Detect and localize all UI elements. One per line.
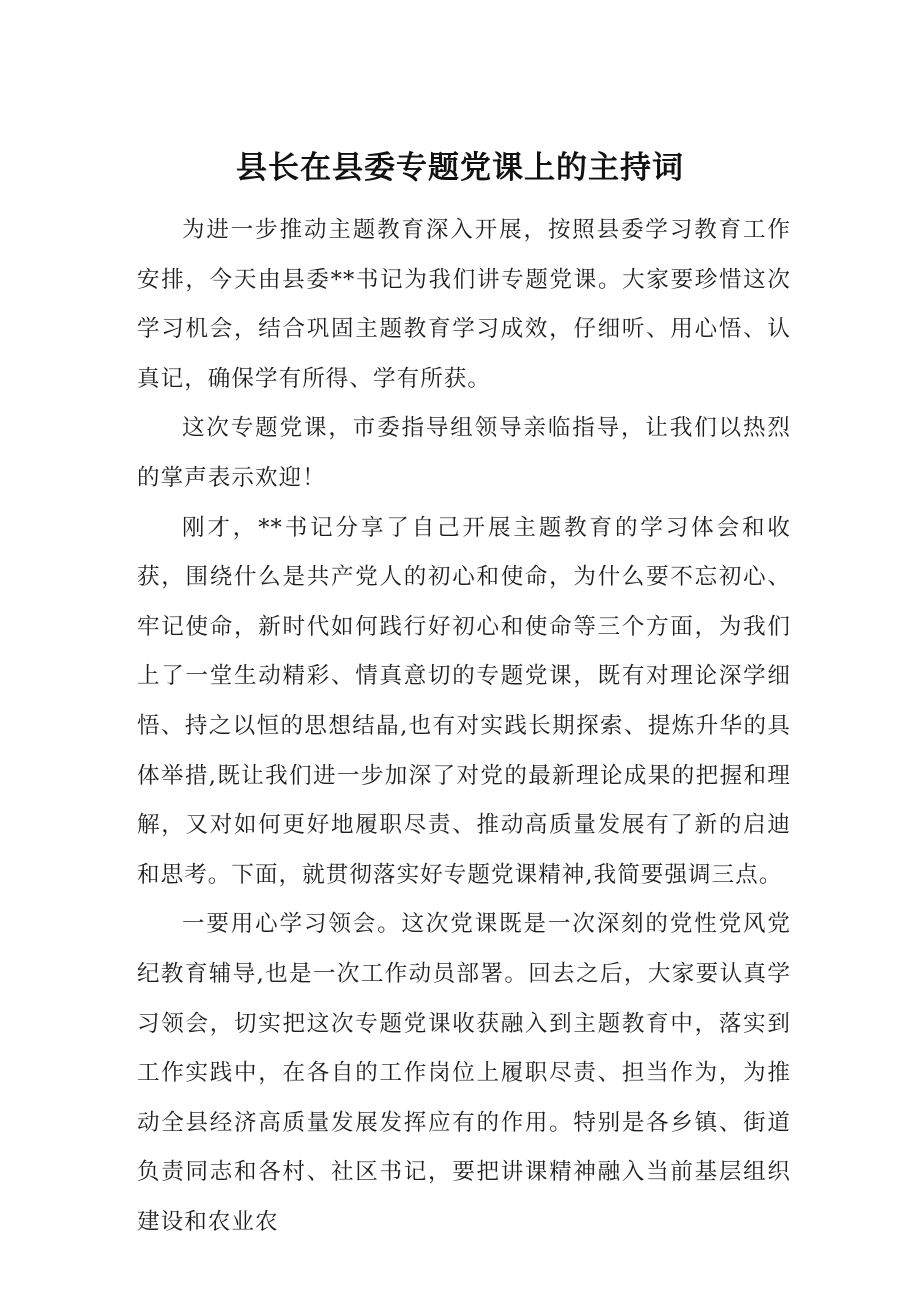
paragraph-summary: 刚才，**书记分享了自己开展主题教育的学习体会和收获，围绕什么是共产党人的初心和使命，为什么要不忘初心、牢记使命，新时代如何践行好初心和使命等三个方面，为我们上了一堂生动精彩、情真意切的专题党课，既有对理论深学细悟、持之以恒的思想结晶,也有对实践长期探索、提炼升华的具体举措,既让我们进一步加深了对党的最新理论成果的把握和理解，又对如何更好地履职尽责、推动高质量发展有了新的启迪和思考。下面，就贯彻落实好专题党课精神,我简要强调三点。 xyxy=(137,514,791,888)
paragraph-welcome: 这次专题党课，市委指导组领导亲临指导，让我们以热烈的掌声表示欢迎！ xyxy=(137,415,791,491)
document-body xyxy=(137,206,791,1247)
document-title: 县长在县委专题党课上的主持词 xyxy=(236,150,684,186)
paragraph-point-one: 一要用心学习领会。这次党课既是一次深刻的党性党风党纪教育辅导,也是一次工作动员部署。回去之后，大家要认真学习领会，切实把这次专题党课收获融入到主题教育中，落实到工作实践中，在各自的工作岗位上履职尽责、担当作为，为推动全县经济高质量发展发挥应有的作用。特别是各乡镇、街道负责同志和各村、社区书记，要把讲课精神融入当前基层组织建设和农业农 xyxy=(137,911,791,1235)
paragraph-intro: 为进一步推动主题教育深入开展，按照县委学习教育工作安排，今天由县委**书记为我们讲专题党课。大家要珍惜这次学习机会，结合巩固主题教育学习成效，仔细听、用心悟、认真记，确保学有所得、学有所获。 xyxy=(137,217,791,392)
